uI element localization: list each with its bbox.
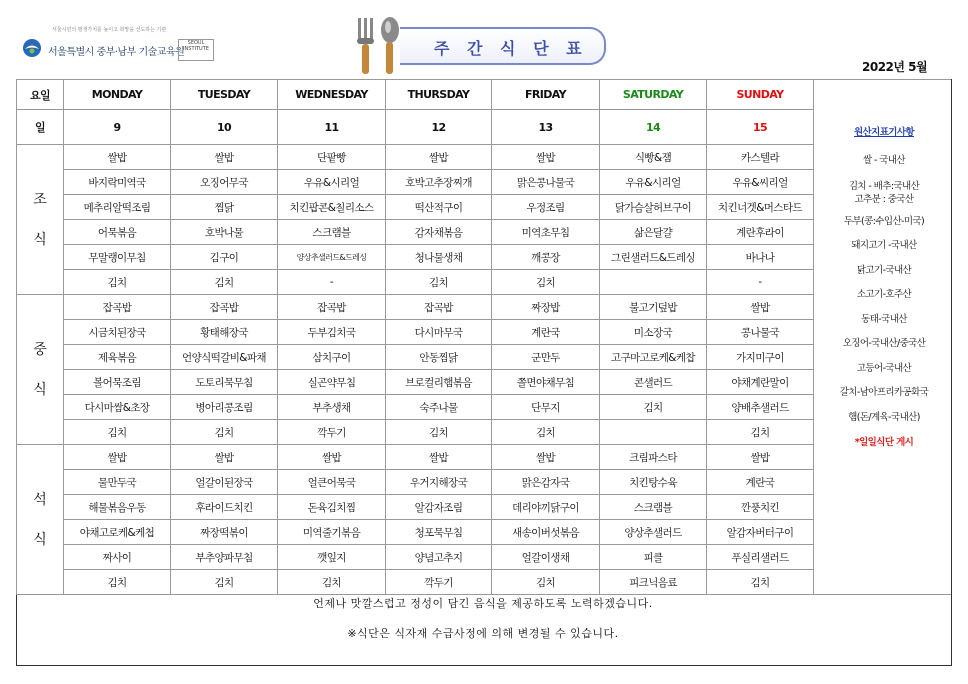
menu-item: 김치 <box>171 420 278 445</box>
breakfast-row <box>17 195 951 220</box>
menu-item: 브로컬리햄볶음 <box>386 370 492 395</box>
menu-item: 감자채볶음 <box>386 220 492 245</box>
menu-item: 해물볶음우동 <box>64 495 171 520</box>
origin-line: 김치 - 배추:국내산 <box>848 180 920 192</box>
menu-item: 두부김치국 <box>278 320 386 345</box>
menu-item: 양념고추지 <box>386 545 492 570</box>
origin-line: 오징어-국내산/중국산 <box>842 338 926 349</box>
menu-item: 병아리콩조림 <box>171 395 278 420</box>
menu-item: 치킨탕수육 <box>600 470 707 495</box>
menu-item: 우거지해장국 <box>386 470 492 495</box>
menu-item: 짜장밥 <box>492 295 600 320</box>
date-value: 13 <box>492 110 600 145</box>
menu-item: 도토리묵무침 <box>171 370 278 395</box>
menu-item: 쌀밥 <box>492 145 600 170</box>
origin-info <box>818 124 950 448</box>
menu-item: 양상추샐러드 <box>600 520 707 545</box>
page-title: 주 간 식 단 표 <box>434 39 588 58</box>
origin-line: 닭고기-국내산 <box>856 264 912 276</box>
breakfast-row <box>17 220 951 245</box>
day-name: THURSDAY <box>386 80 492 110</box>
menu-item: 맑은콩나물국 <box>492 170 600 195</box>
menu-item: 안동찜닭 <box>386 345 492 370</box>
menu-item: 삶은달걀 <box>600 220 707 245</box>
menu-item: - <box>707 270 814 295</box>
menu-item: 양상추샐러드&드레싱 <box>278 245 386 270</box>
menu-item: 실곤약무침 <box>278 370 386 395</box>
menu-item: 짜사이 <box>64 545 171 570</box>
menu-item: 알감자버터구이 <box>707 520 814 545</box>
menu-item: 우유&시리얼 <box>278 170 386 195</box>
breakfast-row <box>17 170 951 195</box>
menu-item: 호박나물 <box>171 220 278 245</box>
menu-item: 김치 <box>64 420 171 445</box>
day-name: FRIDAY <box>492 80 600 110</box>
menu-item: 김치 <box>386 420 492 445</box>
menu-item: 김치 <box>171 570 278 595</box>
menu-item: 크림파스타 <box>600 445 707 470</box>
menu-item: 쌀밥 <box>64 445 171 470</box>
menu-item: 얼큰어묵국 <box>278 470 386 495</box>
lunch-row <box>17 395 951 420</box>
menu-item: 우유&시리얼 <box>600 170 707 195</box>
menu-item: 우유&씨리얼 <box>707 170 814 195</box>
menu-item: 푸실리샐러드 <box>707 545 814 570</box>
menu-item: 피크닉음료 <box>600 570 707 595</box>
menu-item: 계란국 <box>492 320 600 345</box>
menu-item: 양배추샐러드 <box>707 395 814 420</box>
menu-item: 물만두국 <box>64 470 171 495</box>
menu-item: 데리야끼닭구이 <box>492 495 600 520</box>
menu-item: 쌀밥 <box>171 145 278 170</box>
menu-item: 호박고추장찌개 <box>386 170 492 195</box>
menu-item: 쌀밥 <box>707 445 814 470</box>
menu-item: 볼어묵조림 <box>64 370 171 395</box>
menu-item: 찜닭 <box>171 195 278 220</box>
menu-item: 쌀밥 <box>386 445 492 470</box>
lunch-row <box>17 345 951 370</box>
menu-item: 미역초무침 <box>492 220 600 245</box>
menu-item: 깐풍치킨 <box>707 495 814 520</box>
origin-line: 햄(돈/계육-국내산) <box>848 411 920 423</box>
dinner-row <box>17 495 951 520</box>
footer <box>16 595 950 641</box>
menu-item: 김치 <box>707 570 814 595</box>
menu-item: 식빵&잼 <box>600 145 707 170</box>
day-label: 요일 <box>17 80 64 110</box>
date-value: 11 <box>278 110 386 145</box>
title-banner <box>400 27 606 65</box>
menu-item: 불고기덮밥 <box>600 295 707 320</box>
origin-line: 쌀 - 국내산 <box>863 155 905 166</box>
date-value: 12 <box>386 110 492 145</box>
menu-item: 깻잎지 <box>278 545 386 570</box>
menu-item: 바나나 <box>707 245 814 270</box>
menu-item <box>600 270 707 295</box>
origin-line: 동태-국내산 <box>861 313 907 325</box>
day-name: MONDAY <box>64 80 171 110</box>
date-value: 14 <box>600 110 707 145</box>
menu-item: 쌀밥 <box>171 445 278 470</box>
menu-item: 단팥빵 <box>278 145 386 170</box>
menu-item: 바지락미역국 <box>64 170 171 195</box>
date-label: 일 <box>17 110 64 145</box>
lunch-label: 중 식 <box>17 295 64 445</box>
menu-item: 떡산적구이 <box>386 195 492 220</box>
menu-item: 군만두 <box>492 345 600 370</box>
menu-item: 고구마고로케&케찹 <box>600 345 707 370</box>
menu-date: 2022년 5월 <box>862 60 928 74</box>
menu-item: 제육볶음 <box>64 345 171 370</box>
date-value: 9 <box>64 110 171 145</box>
dinner-row <box>17 445 951 470</box>
menu-item: 잡곡밥 <box>386 295 492 320</box>
menu-item: 삼치구이 <box>278 345 386 370</box>
menu-item: 피클 <box>600 545 707 570</box>
menu-item: 알감자조림 <box>386 495 492 520</box>
menu-item: 시금치된장국 <box>64 320 171 345</box>
menu-item: 김치 <box>600 395 707 420</box>
seoul-emblem-icon <box>22 38 42 58</box>
menu-item: 계란후라이 <box>707 220 814 245</box>
menu-item: 무말랭이무침 <box>64 245 171 270</box>
origin-note: *일일식단 게시 <box>854 437 914 448</box>
menu-item: 쌀밥 <box>707 295 814 320</box>
lunch-row <box>17 370 951 395</box>
menu-item: 우정조림 <box>492 195 600 220</box>
menu-item: 미역줄기볶음 <box>278 520 386 545</box>
menu-item: 콘샐러드 <box>600 370 707 395</box>
dinner-row <box>17 520 951 545</box>
menu-item: 잡곡밥 <box>278 295 386 320</box>
menu-item: 맑은감자국 <box>492 470 600 495</box>
day-header-row <box>17 80 951 110</box>
origin-line: 고추분 : 중국산 <box>854 193 914 205</box>
lunch-row <box>17 420 951 445</box>
menu-item: 언양식떡갈비&파채 <box>171 345 278 370</box>
menu-item: 잡곡밥 <box>171 295 278 320</box>
origin-line: 소고기-호주산 <box>856 289 912 300</box>
date-row <box>17 110 951 145</box>
menu-item: 김치 <box>278 570 386 595</box>
menu-item: 야채계란말이 <box>707 370 814 395</box>
menu-item: 쫄면야채무침 <box>492 370 600 395</box>
date-value: 10 <box>171 110 278 145</box>
menu-item: 야채고로케&케첩 <box>64 520 171 545</box>
logo-tagline: 서울시민의 평생가치를 높이고 희망을 선도하는 기관 <box>52 27 167 33</box>
menu-item: 쌀밥 <box>64 145 171 170</box>
menu-item: 단무지 <box>492 395 600 420</box>
menu-item: 쌀밥 <box>492 445 600 470</box>
menu-item <box>600 420 707 445</box>
menu-item: 김치 <box>492 420 600 445</box>
menu-item: 미소장국 <box>600 320 707 345</box>
menu-item: 콩나물국 <box>707 320 814 345</box>
menu-item: 다시마쌈&초장 <box>64 395 171 420</box>
origin-line: 고등어-국내산 <box>856 362 912 374</box>
footer-line-2: ※식단은 식자재 수급사정에 의해 변경될 수 있습니다. <box>347 627 619 640</box>
menu-item: 메추리알떡조림 <box>64 195 171 220</box>
day-name: SUNDAY <box>707 80 814 110</box>
menu-item: 김치 <box>492 270 600 295</box>
menu-item: 치킨너겟&머스타드 <box>707 195 814 220</box>
day-name: SATURDAY <box>600 80 707 110</box>
institute-logo <box>22 26 232 66</box>
menu-item: 황태해장국 <box>171 320 278 345</box>
menu-item: 어묵볶음 <box>64 220 171 245</box>
dinner-row <box>17 470 951 495</box>
menu-item: 후라이드치킨 <box>171 495 278 520</box>
menu-item: 가지미구이 <box>707 345 814 370</box>
weekly-menu-table <box>16 79 951 595</box>
origin-line: 두부(콩:수입산-미국) <box>843 215 925 227</box>
menu-item: 짜장떡볶이 <box>171 520 278 545</box>
dinner-label: 석 식 <box>17 445 64 595</box>
menu-item: 잡곡밥 <box>64 295 171 320</box>
dinner-row <box>17 570 951 595</box>
menu-item: 얼갈이된장국 <box>171 470 278 495</box>
breakfast-label: 조 식 <box>17 145 64 295</box>
menu-item: 오징어무국 <box>171 170 278 195</box>
origin-title: 원산지표기사항 <box>853 127 915 138</box>
menu-item: 청포묵무침 <box>386 520 492 545</box>
menu-item: 카스텔라 <box>707 145 814 170</box>
menu-item: 스크램블 <box>600 495 707 520</box>
origin-line: 돼지고기 -국내산 <box>851 240 917 251</box>
dinner-row <box>17 545 951 570</box>
menu-item: 김치 <box>171 270 278 295</box>
breakfast-row <box>17 245 951 270</box>
menu-item: 김치 <box>707 420 814 445</box>
menu-item: 쌀밥 <box>386 145 492 170</box>
logo-text: 서울특별시 중부·남부 기술교육원 <box>48 47 185 58</box>
menu-item: 새송이버섯볶음 <box>492 520 600 545</box>
menu-item: - <box>278 270 386 295</box>
menu-item: 깨콩장 <box>492 245 600 270</box>
menu-item: 돈육김치찜 <box>278 495 386 520</box>
menu-item: 얼갈이생채 <box>492 545 600 570</box>
lunch-row <box>17 295 951 320</box>
origin-line: 갈치-남아프리카공화국 <box>839 387 929 398</box>
menu-item: 스크램블 <box>278 220 386 245</box>
date-value: 15 <box>707 110 814 145</box>
menu-item: 김구이 <box>171 245 278 270</box>
menu-item: 청나물생채 <box>386 245 492 270</box>
menu-item: 부추양파무침 <box>171 545 278 570</box>
menu-item: 김치 <box>64 270 171 295</box>
menu-item: 김치 <box>386 270 492 295</box>
menu-item: 계란국 <box>707 470 814 495</box>
menu-item: 치킨팝콘&칠리소스 <box>278 195 386 220</box>
menu-item: 숙주나물 <box>386 395 492 420</box>
day-name: TUESDAY <box>171 80 278 110</box>
lunch-row <box>17 320 951 345</box>
breakfast-row <box>17 270 951 295</box>
menu-item: 닭가슴살허브구이 <box>600 195 707 220</box>
breakfast-row <box>17 145 951 170</box>
menu-item: 다시마무국 <box>386 320 492 345</box>
footer-line-1: 언제나 맛깔스럽고 정성이 담긴 음식을 제공하도록 노력하겠습니다. <box>313 597 653 610</box>
menu-item: 깍두기 <box>278 420 386 445</box>
menu-item: 그린샐러드&드레싱 <box>600 245 707 270</box>
menu-item: 깍두기 <box>386 570 492 595</box>
menu-item: 김치 <box>64 570 171 595</box>
menu-item: 김치 <box>492 570 600 595</box>
logo-badge: SEOUL INSTITUTE <box>178 39 214 61</box>
day-name: WEDNESDAY <box>278 80 386 110</box>
menu-item: 쌀밥 <box>278 445 386 470</box>
menu-item: 부추생채 <box>278 395 386 420</box>
